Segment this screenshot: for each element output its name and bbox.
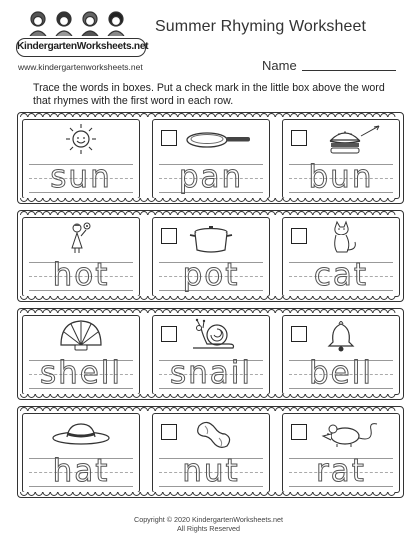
rhyme-choice-card [282, 119, 400, 199]
rhyme-checkbox[interactable] [291, 424, 307, 440]
target-word-card [22, 119, 140, 199]
sun-hat-icon [23, 416, 139, 450]
site-url: www.kindergartenworksheets.net [18, 62, 143, 72]
rhyme-choice-card [282, 217, 400, 297]
rhyme-choice-card [282, 413, 400, 493]
trace-word[interactable]: snail [169, 355, 253, 391]
trace-word[interactable]: hat [52, 453, 110, 489]
worksheet-row [17, 210, 404, 302]
copyright-text: Copyright © 2020 KindergartenWorksheets.net [134, 515, 283, 524]
name-label: Name [262, 58, 297, 73]
scallop-border-icon [20, 489, 399, 497]
name-line [302, 70, 396, 71]
scallop-border-icon [20, 293, 399, 301]
rights-text: All Rights Reserved [176, 523, 241, 533]
trace-word[interactable]: bun [308, 159, 374, 195]
worksheet-row [17, 308, 404, 400]
trace-word[interactable]: shell [39, 355, 123, 391]
scallop-border-icon [20, 210, 399, 218]
target-word-card [22, 217, 140, 297]
scallop-border-top [20, 205, 399, 213]
trace-word[interactable]: pot [182, 257, 240, 293]
rhyme-checkbox[interactable] [161, 326, 177, 342]
rhyme-checkbox[interactable] [291, 130, 307, 146]
scallop-border-top [20, 303, 399, 311]
rhyme-choice-card [152, 217, 270, 297]
rhyme-choice-card [152, 413, 270, 493]
trace-word[interactable]: bell [309, 355, 373, 391]
logo-text: KindergartenWorksheets.net [16, 38, 146, 57]
scallop-border-icon [20, 308, 399, 316]
trace-word[interactable]: rat [316, 453, 366, 489]
scallop-border-icon [20, 406, 399, 414]
scallop-border-icon [20, 195, 399, 203]
scallop-border-icon [20, 391, 399, 399]
trace-word[interactable]: pan [178, 159, 244, 195]
worksheet-row [17, 406, 404, 498]
worksheet-row [17, 112, 404, 204]
rhyme-checkbox[interactable] [291, 228, 307, 244]
instructions: Trace the words in boxes. Put a check mark in the little box above the word that rhymes with the first word in each row. [33, 82, 385, 107]
trace-word[interactable]: cat [313, 257, 369, 293]
trace-word[interactable]: sun [50, 159, 112, 195]
rhyme-choice-card [282, 315, 400, 395]
scallop-border-top [20, 401, 399, 409]
rhyme-checkbox[interactable] [161, 130, 177, 146]
scallop-border-icon [20, 112, 399, 120]
scallop-border-bottom [20, 494, 399, 502]
target-word-card [22, 413, 140, 493]
page-title: Summer Rhyming Worksheet [155, 18, 367, 35]
kids-logo-icon [26, 10, 136, 36]
sun-icon [23, 122, 139, 156]
rhyme-checkbox[interactable] [161, 228, 177, 244]
rhyme-choice-card [152, 119, 270, 199]
footer [0, 516, 417, 533]
scallop-border-top [20, 107, 399, 115]
rhyme-choice-card [152, 315, 270, 395]
rhyme-checkbox[interactable] [291, 326, 307, 342]
site-logo [16, 10, 149, 58]
trace-word[interactable]: hot [52, 257, 110, 293]
girl-icon [23, 220, 139, 254]
trace-word[interactable]: nut [182, 453, 240, 489]
rhyme-checkbox[interactable] [161, 424, 177, 440]
seashell-icon [23, 318, 139, 352]
target-word-card [22, 315, 140, 395]
